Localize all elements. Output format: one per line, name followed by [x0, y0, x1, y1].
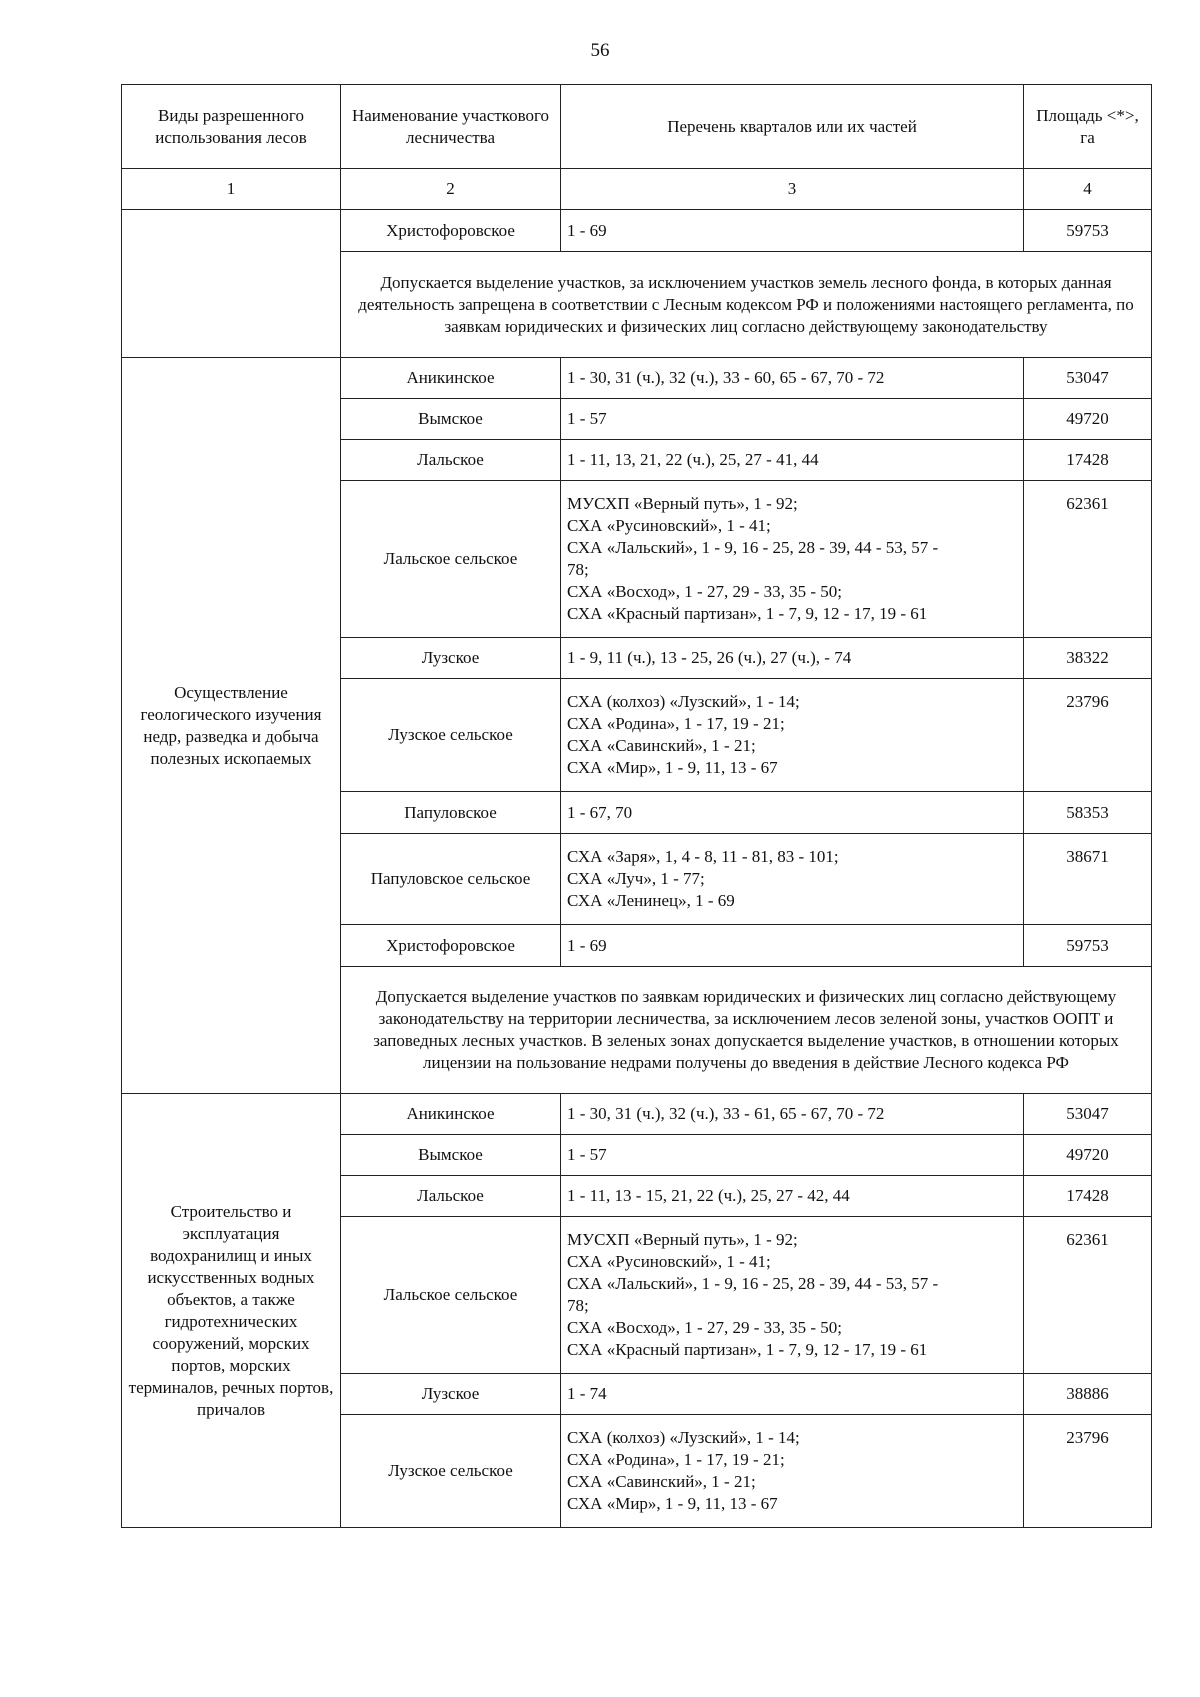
quarters-line: СХА «Красный партизан», 1 - 7, 9, 12 - 17, 19 - 61 — [567, 1340, 928, 1359]
quarters-line: СХА (колхоз) «Лузский», 1 - 14; — [567, 1428, 800, 1447]
quarters-line: СХА «Мир», 1 - 9, 11, 13 - 67 — [567, 1494, 778, 1513]
quarters-line: 78; — [567, 1296, 589, 1315]
quarters-line: 1 - 57 — [567, 1145, 607, 1164]
quarters-list — [561, 399, 1024, 440]
forestry-name: Лузское — [341, 638, 561, 679]
area-value: 38671 — [1024, 834, 1152, 925]
quarters-list — [561, 792, 1024, 834]
forestry-name: Лузское сельское — [341, 679, 561, 792]
quarters-line: СХА «Родина», 1 - 17, 19 - 21; — [567, 1450, 785, 1469]
quarters-line: 1 - 69 — [567, 220, 607, 240]
quarters-line: 1 - 69 — [567, 935, 607, 955]
use-type-cell — [122, 210, 341, 358]
area-value: 59753 — [1024, 925, 1152, 967]
area-value: 23796 — [1024, 679, 1152, 792]
forestry-name: Аникинское — [341, 358, 561, 399]
quarters-line: 1 - 11, 13 - 15, 21, 22 (ч.), 25, 27 - 42, 44 — [567, 1186, 850, 1205]
area-value: 62361 — [1024, 1217, 1152, 1374]
area-value: 49720 — [1024, 399, 1152, 440]
area-value: 17428 — [1024, 1176, 1152, 1217]
forestry-name: Лальское сельское — [341, 1217, 561, 1374]
area-value: 62361 — [1024, 481, 1152, 638]
quarters-line: СХА «Русиновский», 1 - 41; — [567, 1252, 771, 1271]
column-number: 2 — [341, 169, 561, 210]
area-value: 49720 — [1024, 1135, 1152, 1176]
quarters-line: 1 - 30, 31 (ч.), 32 (ч.), 33 - 61, 65 - 67, 70 - 72 — [567, 1104, 885, 1123]
column-number-row — [122, 169, 1152, 210]
quarters-line: СХА «Красный партизан», 1 - 7, 9, 12 - 17, 19 - 61 — [567, 604, 928, 623]
area-value: 58353 — [1024, 792, 1152, 834]
quarters-list — [561, 440, 1024, 481]
quarters-line: 78; — [567, 560, 589, 579]
quarters-line: СХА «Луч», 1 - 77; — [567, 869, 705, 888]
quarters-list — [561, 1135, 1024, 1176]
quarters-line: СХА «Ленинец», 1 - 69 — [567, 891, 735, 910]
quarters-list — [561, 679, 1024, 792]
quarters-line: 1 - 11, 13, 21, 22 (ч.), 25, 27 - 41, 44 — [567, 450, 819, 469]
header-area: Площадь <*>, га — [1024, 85, 1152, 169]
header-row — [122, 85, 1152, 169]
forestry-name: Лальское — [341, 1176, 561, 1217]
quarters-line: СХА «Заря», 1, 4 - 8, 11 - 81, 83 - 101; — [567, 847, 839, 866]
quarters-list — [561, 1094, 1024, 1135]
quarters-list — [561, 358, 1024, 399]
quarters-line: 1 - 30, 31 (ч.), 32 (ч.), 33 - 60, 65 - 67, 70 - 72 — [567, 368, 885, 387]
quarters-line: СХА «Лальский», 1 - 9, 16 - 25, 28 - 39, 44 - 53, 57 - — [567, 538, 939, 557]
forestry-name: Лальское сельское — [341, 481, 561, 638]
area-value: 17428 — [1024, 440, 1152, 481]
quarters-list — [561, 1415, 1024, 1528]
quarters-list — [561, 481, 1024, 638]
page-number: 56 — [590, 40, 610, 61]
quarters-list — [561, 1374, 1024, 1415]
quarters-line: 1 - 74 — [567, 1384, 607, 1403]
forestry-name: Лузское сельское — [341, 1415, 561, 1528]
note-text: Допускается выделение участков, за исключением участков земель лесного фонда, в которых данная деятельность запрещена в соответствии с Лесным кодексом РФ и положениями настоящего регламента, по заявкам юридических и физических лиц согласно действующему законодательству — [341, 252, 1152, 358]
quarters-line: МУСХП «Верный путь», 1 - 92; — [567, 494, 798, 513]
column-number: 1 — [122, 169, 341, 210]
header-quarters: Перечень кварталов или их частей — [561, 85, 1024, 169]
forestry-name: Лальское — [341, 440, 561, 481]
forestry-name: Папуловское сельское — [341, 834, 561, 925]
forestry-name: Аникинское — [341, 1094, 561, 1135]
forestry-name: Лузское — [341, 1374, 561, 1415]
forestry-name: Христофоровское — [341, 210, 561, 252]
area-value: 23796 — [1024, 1415, 1152, 1528]
quarters-line: СХА «Восход», 1 - 27, 29 - 33, 35 - 50; — [567, 1318, 843, 1337]
area-value: 53047 — [1024, 1094, 1152, 1135]
forestry-name: Вымское — [341, 1135, 561, 1176]
quarters-line: СХА «Савинский», 1 - 21; — [567, 1472, 756, 1491]
quarters-list — [561, 834, 1024, 925]
quarters-list — [561, 638, 1024, 679]
forestry-name: Вымское — [341, 399, 561, 440]
quarters-line: СХА «Лальский», 1 - 9, 16 - 25, 28 - 39, 44 - 53, 57 - — [567, 1274, 939, 1293]
quarters-line: СХА «Восход», 1 - 27, 29 - 33, 35 - 50; — [567, 582, 843, 601]
note-text: Допускается выделение участков по заявкам юридических и физических лиц согласно действующему законодательству на территории лесничества, за исключением лесов зеленой зоны, участков ООПТ и заповедных лесных участков. В зеленых зонах допускается выделение участков, в отношении которых лицензии на пользование недрами получены до введения в действие Лесного кодекса РФ — [341, 967, 1152, 1094]
header-forestry: Наименование участкового лесничества — [341, 85, 561, 169]
area-value: 59753 — [1024, 210, 1152, 252]
column-number: 3 — [561, 169, 1024, 210]
header-use-type: Виды разрешенного использования лесов — [122, 85, 341, 169]
use-type-cell: Осуществление геологического изучения недр, разведка и добыча полезных ископаемых — [122, 358, 341, 1094]
area-value: 38322 — [1024, 638, 1152, 679]
quarters-line: МУСХП «Верный путь», 1 - 92; — [567, 1230, 798, 1249]
quarters-list — [561, 1176, 1024, 1217]
quarters-line: СХА «Мир», 1 - 9, 11, 13 - 67 — [567, 758, 778, 777]
table-row — [122, 210, 1152, 252]
quarters-line: СХА (колхоз) «Лузский», 1 - 14; — [567, 692, 800, 711]
quarters-line: СХА «Савинский», 1 - 21; — [567, 736, 756, 755]
area-value: 38886 — [1024, 1374, 1152, 1415]
forest-use-table — [121, 84, 1152, 1528]
quarters-list — [561, 925, 1024, 967]
quarters-line: 1 - 9, 11 (ч.), 13 - 25, 26 (ч.), 27 (ч.), - 74 — [567, 648, 852, 667]
forestry-name: Папуловское — [341, 792, 561, 834]
table-row — [122, 1094, 1152, 1135]
forestry-name: Христофоровское — [341, 925, 561, 967]
use-type-cell: Строительство и эксплуатация водохранилищ и иных искусственных водных объектов, а также гидротехнических сооружений, морских портов, морских терминалов, речных портов, причалов — [122, 1094, 341, 1528]
quarters-line: 1 - 57 — [567, 409, 607, 428]
quarters-list — [561, 1217, 1024, 1374]
quarters-line: СХА «Родина», 1 - 17, 19 - 21; — [567, 714, 785, 733]
quarters-line: СХА «Русиновский», 1 - 41; — [567, 516, 771, 535]
quarters-line: 1 - 67, 70 — [567, 802, 633, 822]
area-value: 53047 — [1024, 358, 1152, 399]
column-number: 4 — [1024, 169, 1152, 210]
quarters-list — [561, 210, 1024, 252]
table-row — [122, 358, 1152, 399]
